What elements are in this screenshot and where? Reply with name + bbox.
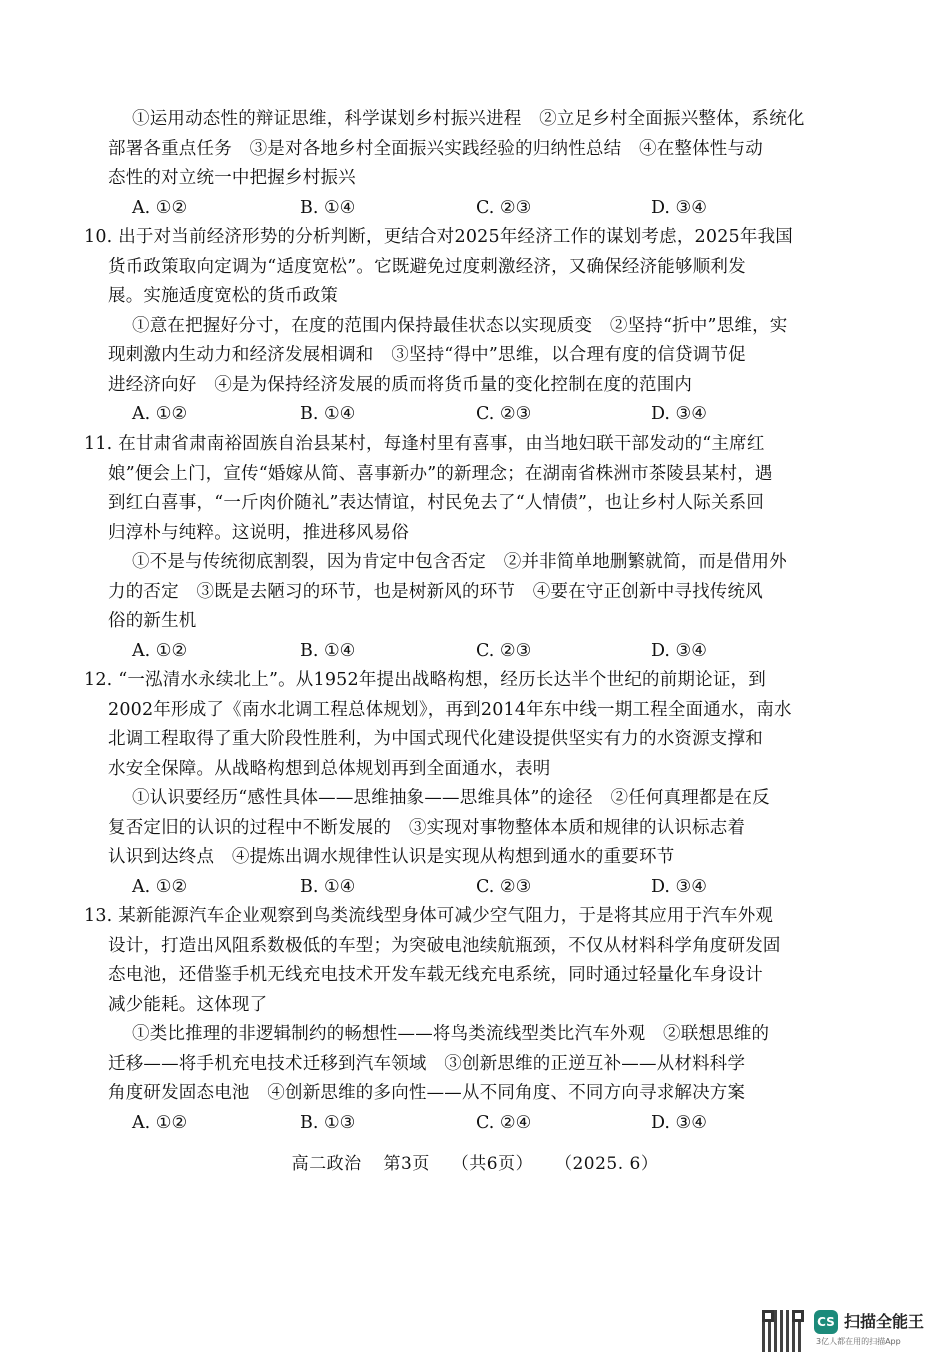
q11-stem-line: 娘”便会上门，宣传“婚嫁从简、喜事新办”的新理念；在湖南省株洲市茶陵县某村，遇 — [108, 463, 773, 484]
q11-item-line: 俗的新生机 — [108, 611, 197, 631]
option-b: B. ①③ — [300, 1112, 356, 1133]
option-a: A. ①② — [132, 876, 188, 897]
option-a: A. ①② — [132, 1112, 188, 1133]
option-b: B. ①④ — [300, 640, 356, 661]
q13-stem-line: 态电池，还借鉴手机无线充电技术开发车载无线充电系统，同时通过轻量化车身设计 — [108, 965, 763, 985]
qr-code-icon — [762, 1310, 804, 1352]
q12-item-line: ①认识要经历“感性具体——思维抽象——思维具体”的途径 ②任何真理都是在反 — [132, 788, 770, 808]
q12-stem-line: 2002年形成了《南水北调工程总体规划》，再到2014年东中线一期工程全面通水，南水 — [108, 699, 792, 720]
q9-line: ①运用动态性的辩证思维，科学谋划乡村振兴进程 ②立足乡村全面振兴整体，系统化 — [132, 109, 805, 129]
q9-line: 部署各重点任务 ③是对各地乡村全面振兴实践经验的归纳性总结 ④在整体性与动 — [108, 138, 763, 159]
q13-item-line: 角度研发固态电池 ④创新思维的多向性——从不同角度、不同方向寻求解决方案 — [108, 1083, 746, 1103]
q12-stem-line: 12. “一泓清水永续北上”。从1952年提出战略构想，经历长达半个世纪的前期论证，到 — [84, 670, 766, 690]
q10-stem-line: 展。实施适度宽松的货币政策 — [108, 286, 339, 306]
question-10 — [84, 223, 840, 430]
q10-stem-line: 10. 出于对当前经济形势的分析判断，更结合对2025年经济工作的谋划考虑，2025年我国 — [84, 227, 793, 247]
q10-stem-line: 货币政策取向定调为“适度宽松”。它既避免过度刺激经济，又确保经济能够顺利发 — [108, 256, 746, 277]
q13-stem-line: 减少能耗。这体现了 — [108, 994, 268, 1015]
q12-stem-line: 北调工程取得了重大阶段性胜利，为中国式现代化建设提供坚实有力的水资源支撑和 — [108, 729, 763, 749]
question-9 — [108, 105, 840, 223]
scanner-watermark — [762, 1310, 932, 1358]
q10-item-line: 进经济向好 ④是为保持经济发展的质而将货币量的变化控制在度的范围内 — [108, 374, 693, 395]
q13-stem-line: 设计，打造出风阻系数极低的车型；为突破电池续航瓶颈，不仅从材料科学角度研发固 — [108, 935, 781, 956]
option-a: A. ①② — [132, 197, 188, 218]
q9-line: 态性的对立统一中把握乡村振兴 — [108, 168, 356, 188]
footer-date: （2025. 6） — [554, 1154, 659, 1174]
option-c: C. ②③ — [476, 640, 532, 661]
q10-options — [108, 400, 840, 430]
question-12 — [84, 666, 840, 902]
option-a: A. ①② — [132, 404, 188, 424]
q13-stem-line: 13. 某新能源汽车企业观察到鸟类流线型身体可减少空气阻力，于是将其应用于汽车外观 — [84, 906, 774, 926]
q10-item-line: ①意在把握好分寸，在度的范围内保持最佳状态以实现质变 ②坚持“折中”思维，实 — [132, 315, 788, 336]
option-d: D. ③④ — [651, 404, 707, 424]
camscanner-logo-icon: CS — [814, 1310, 838, 1334]
option-c: C. ②③ — [476, 404, 532, 424]
option-b: B. ①④ — [300, 404, 356, 424]
question-13 — [84, 902, 840, 1138]
q11-stem-line: 11. 在甘肃省肃南裕固族自治县某村，每逢村里有喜事，由当地妇联干部发动的“主席红 — [84, 434, 765, 454]
q12-stem-line: 水安全保障。从战略构想到总体规划再到全面通水，表明 — [108, 758, 551, 779]
q12-item-line: 复否定旧的认识的过程中不断发展的 ③实现对事物整体本质和规律的认识标志着 — [108, 817, 746, 838]
q10-item-line: 现刺激内生动力和经济发展相调和 ③坚持“得中”思维，以合理有度的信贷调节促 — [108, 345, 746, 365]
q13-item-line: 迁移——将手机充电技术迁移到汽车领域 ③创新思维的正逆互补——从材料科学 — [108, 1053, 746, 1074]
q11-item-line: ①不是与传统彻底割裂，因为肯定中包含否定 ②并非简单地删繁就简，而是借用外 — [132, 552, 787, 572]
q11-item-line: 力的否定 ③既是去陋习的环节，也是树新风的环节 ④要在守正创新中寻找传统风 — [108, 581, 763, 602]
option-c: C. ②③ — [476, 197, 532, 218]
q9-options — [108, 194, 840, 224]
scanner-slogan: 3亿人都在用的扫描App — [816, 1337, 901, 1346]
q11-stem-line: 归淳朴与纯粹。这说明，推进移风易俗 — [108, 522, 409, 543]
q12-options — [108, 873, 840, 903]
option-d: D. ③④ — [651, 1112, 707, 1133]
question-11 — [84, 430, 840, 666]
footer-total: （共6页） — [451, 1154, 534, 1174]
q11-options — [108, 637, 840, 667]
page-footer — [0, 1152, 950, 1176]
q13-item-line: ①类比推理的非逻辑制约的畅想性——将鸟类流线型类比汽车外观 ②联想思维的 — [132, 1024, 770, 1044]
option-b: B. ①④ — [300, 197, 356, 218]
footer-subject: 高二政治 — [291, 1154, 362, 1174]
q12-item-line: 认识到达终点 ④提炼出调水规律性认识是实现从构想到通水的重要环节 — [108, 847, 675, 867]
option-d: D. ③④ — [651, 876, 707, 897]
scanner-app-name: 扫描全能王 — [844, 1312, 925, 1331]
option-a: A. ①② — [132, 640, 188, 661]
q13-options — [108, 1109, 840, 1139]
option-b: B. ①④ — [300, 876, 356, 897]
option-d: D. ③④ — [651, 197, 707, 218]
option-c: C. ②④ — [476, 1112, 532, 1133]
q11-stem-line: 到红白喜事，“一斤肉价随礼”表达情谊，村民免去了“人情债”，也让乡村人际关系回 — [108, 493, 765, 513]
option-d: D. ③④ — [651, 640, 707, 661]
option-c: C. ②③ — [476, 876, 532, 897]
footer-page: 第3页 — [383, 1154, 430, 1174]
